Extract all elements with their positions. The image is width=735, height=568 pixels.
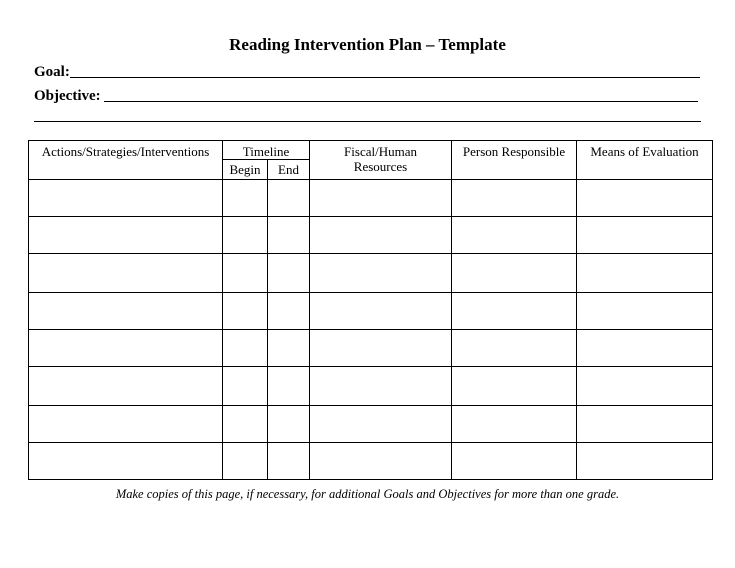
cell-means-of-evaluation[interactable]: [577, 330, 713, 367]
cell-end[interactable]: [268, 217, 310, 254]
cell-begin[interactable]: [223, 330, 268, 367]
goal-label: Goal:: [34, 64, 70, 80]
objective-label: Objective:: [34, 88, 101, 104]
table-row: [29, 217, 713, 254]
cell-person-responsible[interactable]: [452, 443, 577, 480]
cell-resources[interactable]: [310, 217, 452, 254]
cell-end[interactable]: [268, 254, 310, 293]
document-title: Reading Intervention Plan – Template: [229, 35, 506, 54]
cell-begin[interactable]: [223, 443, 268, 480]
cell-end[interactable]: [268, 293, 310, 330]
header-person-responsible: Person Responsible: [452, 141, 577, 180]
cell-actions[interactable]: [29, 330, 223, 367]
cell-resources[interactable]: [310, 367, 452, 406]
cell-actions[interactable]: [29, 293, 223, 330]
cell-begin[interactable]: [223, 367, 268, 406]
goal-row: [34, 64, 70, 81]
cell-actions[interactable]: [29, 406, 223, 443]
cell-end[interactable]: [268, 443, 310, 480]
header-means-of-evaluation: Means of Evaluation: [577, 141, 713, 180]
table-row: [29, 367, 713, 406]
cell-end[interactable]: [268, 367, 310, 406]
cell-resources[interactable]: [310, 254, 452, 293]
cell-end[interactable]: [268, 180, 310, 217]
cell-means-of-evaluation[interactable]: [577, 293, 713, 330]
cell-actions[interactable]: [29, 180, 223, 217]
cell-actions[interactable]: [29, 254, 223, 293]
cell-means-of-evaluation[interactable]: [577, 254, 713, 293]
goal-line[interactable]: [70, 77, 700, 78]
cell-resources[interactable]: [310, 293, 452, 330]
cell-begin[interactable]: [223, 180, 268, 217]
table-row: [29, 180, 713, 217]
cell-actions[interactable]: [29, 367, 223, 406]
table-row: [29, 330, 713, 367]
cell-resources[interactable]: [310, 443, 452, 480]
header-resources: Fiscal/Human Resources: [310, 141, 452, 180]
cell-end[interactable]: [268, 330, 310, 367]
cell-means-of-evaluation[interactable]: [577, 406, 713, 443]
table-row: [29, 293, 713, 330]
objective-line-continued[interactable]: [34, 121, 701, 122]
table-row: [29, 443, 713, 480]
header-actions: Actions/Strategies/Interventions: [29, 141, 223, 180]
cell-actions[interactable]: [29, 217, 223, 254]
cell-means-of-evaluation[interactable]: [577, 443, 713, 480]
cell-person-responsible[interactable]: [452, 180, 577, 217]
cell-person-responsible[interactable]: [452, 367, 577, 406]
cell-person-responsible[interactable]: [452, 406, 577, 443]
intervention-plan-table: [28, 140, 713, 480]
header-end: End: [268, 160, 310, 180]
cell-actions[interactable]: [29, 443, 223, 480]
header-timeline: Timeline: [223, 141, 310, 160]
cell-person-responsible[interactable]: [452, 217, 577, 254]
cell-end[interactable]: [268, 406, 310, 443]
cell-resources[interactable]: [310, 180, 452, 217]
cell-person-responsible[interactable]: [452, 293, 577, 330]
cell-means-of-evaluation[interactable]: [577, 367, 713, 406]
cell-resources[interactable]: [310, 330, 452, 367]
cell-begin[interactable]: [223, 217, 268, 254]
cell-resources[interactable]: [310, 406, 452, 443]
cell-person-responsible[interactable]: [452, 254, 577, 293]
cell-begin[interactable]: [223, 293, 268, 330]
cell-means-of-evaluation[interactable]: [577, 217, 713, 254]
cell-means-of-evaluation[interactable]: [577, 180, 713, 217]
footer-note: Make copies of this page, if necessary, for additional Goals and Objectives for more than one grade.: [115, 487, 620, 501]
table-row: [29, 254, 713, 293]
objective-row: [34, 88, 101, 105]
cell-person-responsible[interactable]: [452, 330, 577, 367]
cell-begin[interactable]: [223, 254, 268, 293]
table-row: [29, 406, 713, 443]
objective-line[interactable]: [104, 101, 698, 102]
cell-begin[interactable]: [223, 406, 268, 443]
header-begin: Begin: [223, 160, 268, 180]
